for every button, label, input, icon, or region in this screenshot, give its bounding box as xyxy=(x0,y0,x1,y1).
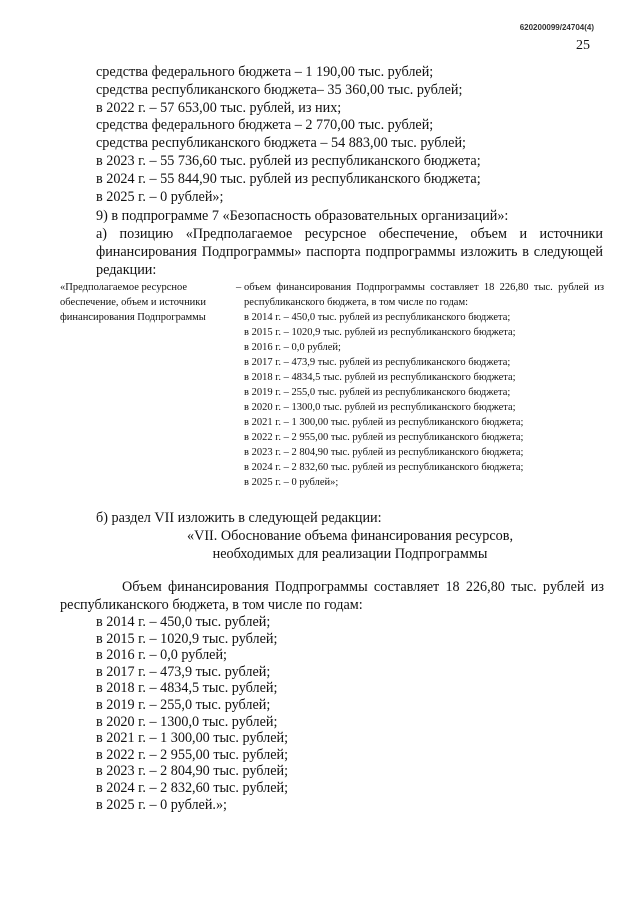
year-line: в 2021 г. – 1 300,00 тыс. рублей из республиканского бюджета; xyxy=(244,417,524,428)
year-line: в 2024 г. – 2 832,60 тыс. рублей из республиканского бюджета; xyxy=(244,462,524,473)
year-line: в 2020 г. – 1300,0 тыс. рублей; xyxy=(96,713,278,730)
text-line: средства республиканского бюджета– 35 360,00 тыс. рублей; xyxy=(96,81,463,98)
year-line: в 2014 г. – 450,0 тыс. рублей из республиканского бюджета; xyxy=(244,312,511,323)
year-line: в 2015 г. – 1020,9 тыс. рублей из республиканского бюджета; xyxy=(244,327,516,338)
year-line: в 2019 г. – 255,0 тыс. рублей из республиканского бюджета; xyxy=(244,387,511,398)
section-title-line-2: необходимых для реализации Подпрограммы xyxy=(212,546,488,562)
text-line: средства федерального бюджета – 2 770,00 тыс. рублей; xyxy=(96,117,434,134)
text-line: в 2022 г. – 57 653,00 тыс. рублей, из них; xyxy=(96,99,342,116)
section-title xyxy=(140,527,560,563)
item-a-paragraph xyxy=(96,225,603,279)
passport-table xyxy=(60,280,604,503)
year-line: в 2022 г. – 2 955,00 тыс. рублей; xyxy=(96,746,289,763)
text-line: средства федерального бюджета – 1 190,00 тыс. рублей; xyxy=(96,64,434,80)
year-line: в 2017 г. – 473,9 тыс. рублей из республиканского бюджета; xyxy=(244,357,511,368)
financing-intro: объем финансирования Подпрограммы составляет 18 226,80 тыс. рублей из республиканского бюджета, в том числе по годам: xyxy=(244,282,604,308)
item-b-heading: б) раздел VII изложить в следующей редакции: xyxy=(96,510,382,526)
table-dash: – xyxy=(236,282,242,293)
text-line: в 2023 г. – 55 736,60 тыс. рублей из республиканского бюджета; xyxy=(96,152,481,169)
text-line: средства республиканского бюджета – 54 883,00 тыс. рублей; xyxy=(96,135,466,152)
year-line: в 2018 г. – 4834,5 тыс. рублей из республиканского бюджета; xyxy=(244,372,516,383)
item-a-text: а) позицию «Предполагаемое ресурсное обеспечение, объем и источники финансирования Подпрограммы» паспорта подпрограммы изложить в следующей редакции: xyxy=(96,226,603,278)
year-line: в 2024 г. – 2 832,60 тыс. рублей; xyxy=(96,779,289,796)
year-line: в 2014 г. – 450,0 тыс. рублей; xyxy=(96,614,271,630)
year-line: в 2023 г. – 2 804,90 тыс. рублей; xyxy=(96,763,289,780)
year-line: в 2020 г. – 1300,0 тыс. рублей из республиканского бюджета; xyxy=(244,402,516,413)
year-line: в 2016 г. – 0,0 рублей; xyxy=(244,342,341,353)
year-line: в 2017 г. – 473,9 тыс. рублей; xyxy=(96,663,271,680)
year-line: в 2015 г. – 1020,9 тыс. рублей; xyxy=(96,630,278,647)
year-line: в 2025 г. – 0 рублей»; xyxy=(244,477,339,488)
budget-lines-top xyxy=(96,64,596,206)
year-line: в 2018 г. – 4834,5 тыс. рублей; xyxy=(96,680,278,697)
year-line: в 2025 г. – 0 рублей.»; xyxy=(96,796,227,813)
text-line: в 2025 г. – 0 рублей»; xyxy=(96,188,224,205)
year-line: в 2022 г. – 2 955,00 тыс. рублей из республиканского бюджета; xyxy=(244,432,524,443)
document-id: 620200099/24704(4) xyxy=(519,23,594,32)
year-line: в 2023 г. – 2 804,90 тыс. рублей из республиканского бюджета; xyxy=(244,447,524,458)
table-right-cell xyxy=(244,280,604,490)
section-title-line-1: «VII. Обоснование объема финансирования ресурсов, xyxy=(186,528,514,544)
table-left-cell: «Предполагаемое ресурсное обеспечение, объем и источники финансирования Подпрограммы xyxy=(60,282,207,323)
year-line: в 2021 г. – 1 300,00 тыс. рублей; xyxy=(96,730,289,747)
text-line: в 2024 г. – 55 844,90 тыс. рублей из республиканского бюджета; xyxy=(96,170,481,187)
year-list xyxy=(96,614,288,813)
year-line: в 2016 г. – 0,0 рублей; xyxy=(96,647,227,664)
item-9-heading: 9) в подпрограмме 7 «Безопасность образовательных организаций»: xyxy=(96,208,509,224)
page-number: 25 xyxy=(576,38,590,53)
volume-paragraph: Объем финансирования Подпрограммы составляет 18 226,80 тыс. рублей из республиканского бюджета, в том числе по годам: xyxy=(60,579,604,613)
year-line: в 2019 г. – 255,0 тыс. рублей; xyxy=(96,696,271,713)
